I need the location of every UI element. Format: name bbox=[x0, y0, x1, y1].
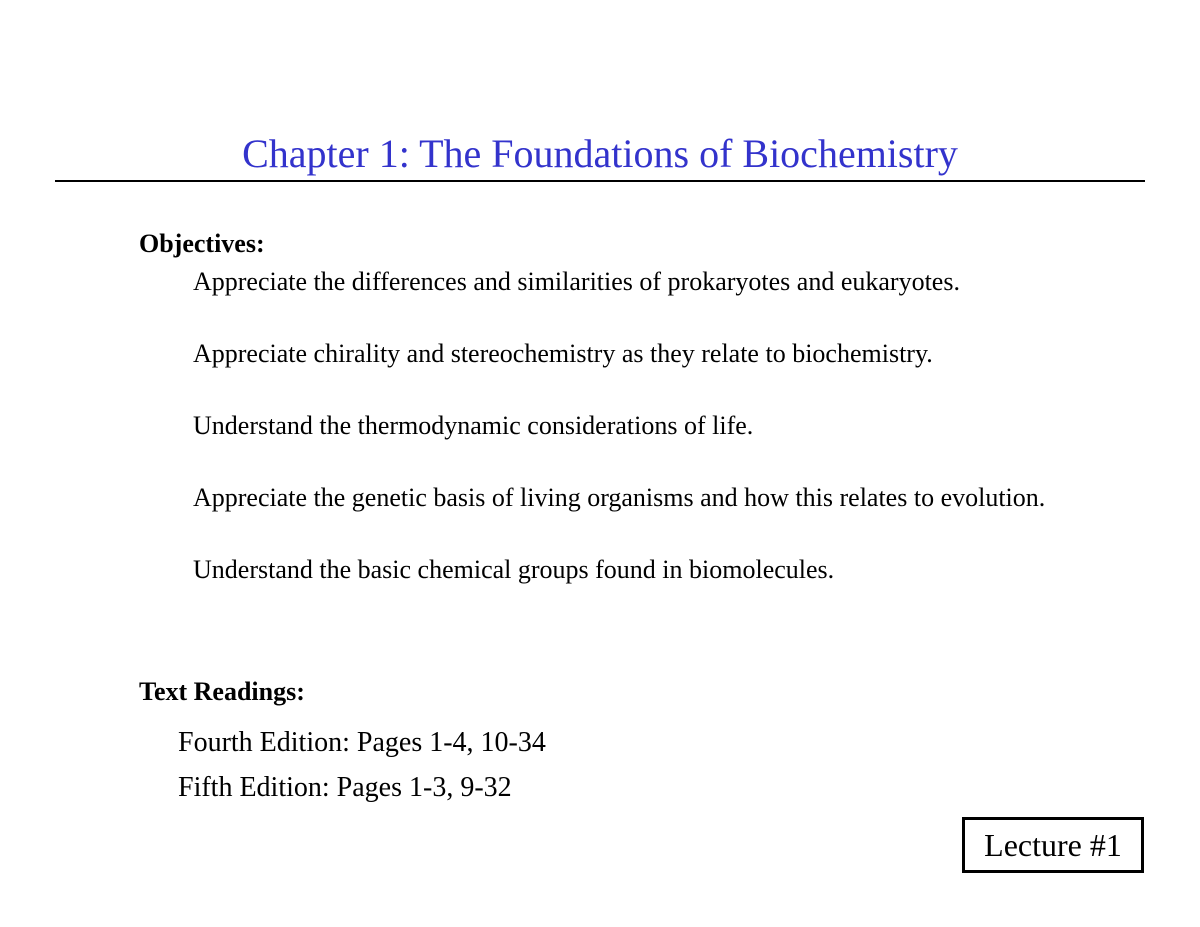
reading-item: Fifth Edition: Pages 1-3, 9-32 bbox=[178, 772, 512, 803]
objective-item: Understand the basic chemical groups found in biomolecules. bbox=[193, 555, 835, 584]
objectives-list bbox=[193, 264, 1098, 624]
readings-heading: Text Readings: bbox=[139, 677, 305, 706]
objective-item: Understand the thermodynamic considerations of life. bbox=[193, 411, 754, 440]
objectives-heading: Objectives: bbox=[139, 229, 265, 258]
slide-title: Chapter 1: The Foundations of Biochemistry bbox=[242, 131, 958, 176]
title-divider bbox=[55, 180, 1145, 182]
objective-item: Appreciate chirality and stereochemistry as they relate to biochemistry. bbox=[193, 339, 933, 368]
lecture-badge: Lecture #1 bbox=[962, 817, 1144, 873]
readings-list bbox=[178, 720, 546, 810]
reading-item: Fourth Edition: Pages 1-4, 10-34 bbox=[178, 727, 546, 758]
objective-item: Appreciate the genetic basis of living organisms and how this relates to evolution. bbox=[193, 483, 1046, 512]
objective-item: Appreciate the differences and similarities of prokaryotes and eukaryotes. bbox=[193, 267, 960, 296]
